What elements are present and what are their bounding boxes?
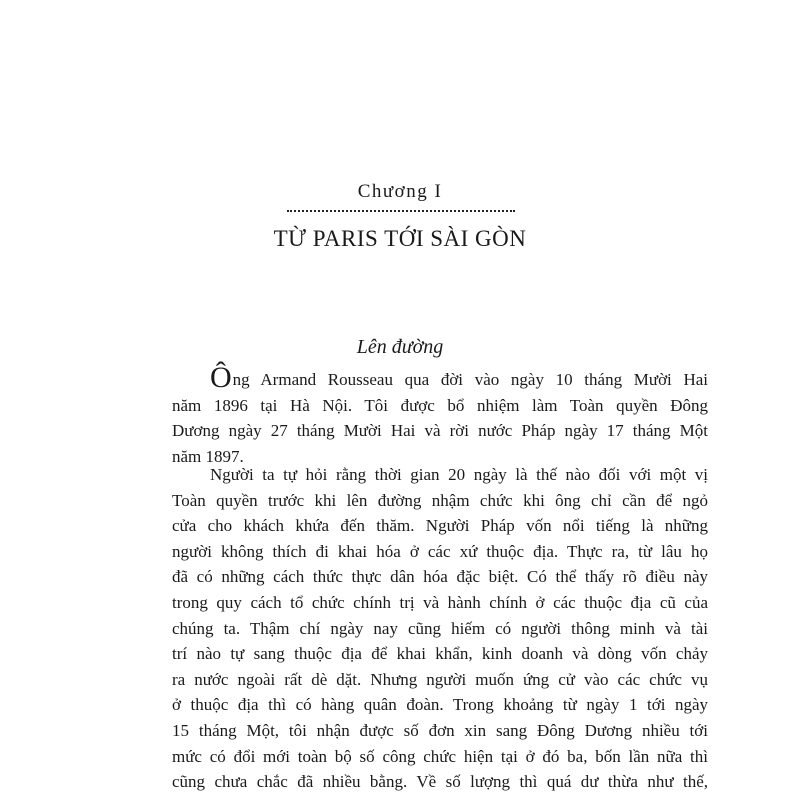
paragraph-line: trong quy cách tổ chức chính trị và hành chính ở các thuộc địa cũ của (172, 592, 708, 612)
paragraph-line: năm 1897. (172, 446, 244, 466)
paragraph-line: chúng ta. Thậm chí ngày nay cũng hiếm có người thông minh và tài (172, 618, 708, 638)
chapter-title: TỪ PARIS TỚI SÀI GÒN (273, 226, 527, 251)
section-heading: Lên đường (356, 336, 444, 358)
paragraph-line: người không thích đi khai hóa ở các xứ thuộc địa. Thực ra, từ lâu họ (172, 541, 708, 561)
paragraph-line: cũng chưa chắc đã nhiều bằng. Về số lượng thì quá dư thừa như thế, (172, 772, 708, 792)
paragraph-line: Dương ngày 27 tháng Mười Hai và rời nước Pháp ngày 17 tháng Một (172, 421, 708, 441)
paragraph-line: ở thuộc địa thì có hàng quân đoàn. Trong khoảng từ ngày 1 tới ngày (172, 695, 708, 715)
paragraph-line: năm 1896 tại Hà Nội. Tôi được bổ nhiệm làm Toàn quyền Đông (172, 395, 708, 415)
paragraph-line: cửa cho khách khứa đến thăm. Người Pháp vốn nổi tiếng là những (172, 516, 708, 536)
dotted-divider (287, 210, 515, 212)
drop-cap: Ô (210, 361, 232, 394)
paragraph-line (172, 361, 708, 394)
paragraph-1 (172, 361, 708, 469)
paragraph-line: mức có đổi mới toàn bộ số công chức hiện tại ở đó ba, bốn lần nữa thì (172, 746, 708, 766)
line-text: ng Armand Rousseau qua đời vào ngày 10 tháng Mười Hai (232, 370, 708, 389)
paragraph-line: Toàn quyền trước khi lên đường nhậm chức khi ông chỉ cần để ngỏ (172, 490, 708, 510)
chapter-label: Chương I (357, 181, 443, 202)
paragraph-line: đã có những cách thức thực dân hóa đặc biệt. Có thể thấy rõ điều này (172, 567, 708, 587)
paragraph-line: trí nào tự sang thuộc địa để khai khẩn, kinh doanh và dòng vốn chảy (172, 644, 708, 664)
paragraph-line: 15 tháng Một, tôi nhận được số đơn xin sang Đông Dương nhiều tới (172, 720, 708, 740)
paragraph-2 (172, 462, 708, 795)
paragraph-line: Người ta tự hỏi rằng thời gian 20 ngày là thế nào đối với một vị (210, 465, 708, 484)
paragraph-line: ra nước ngoài rất dè dặt. Nhưng người muốn ứng cử vào các chức vụ (172, 669, 708, 689)
